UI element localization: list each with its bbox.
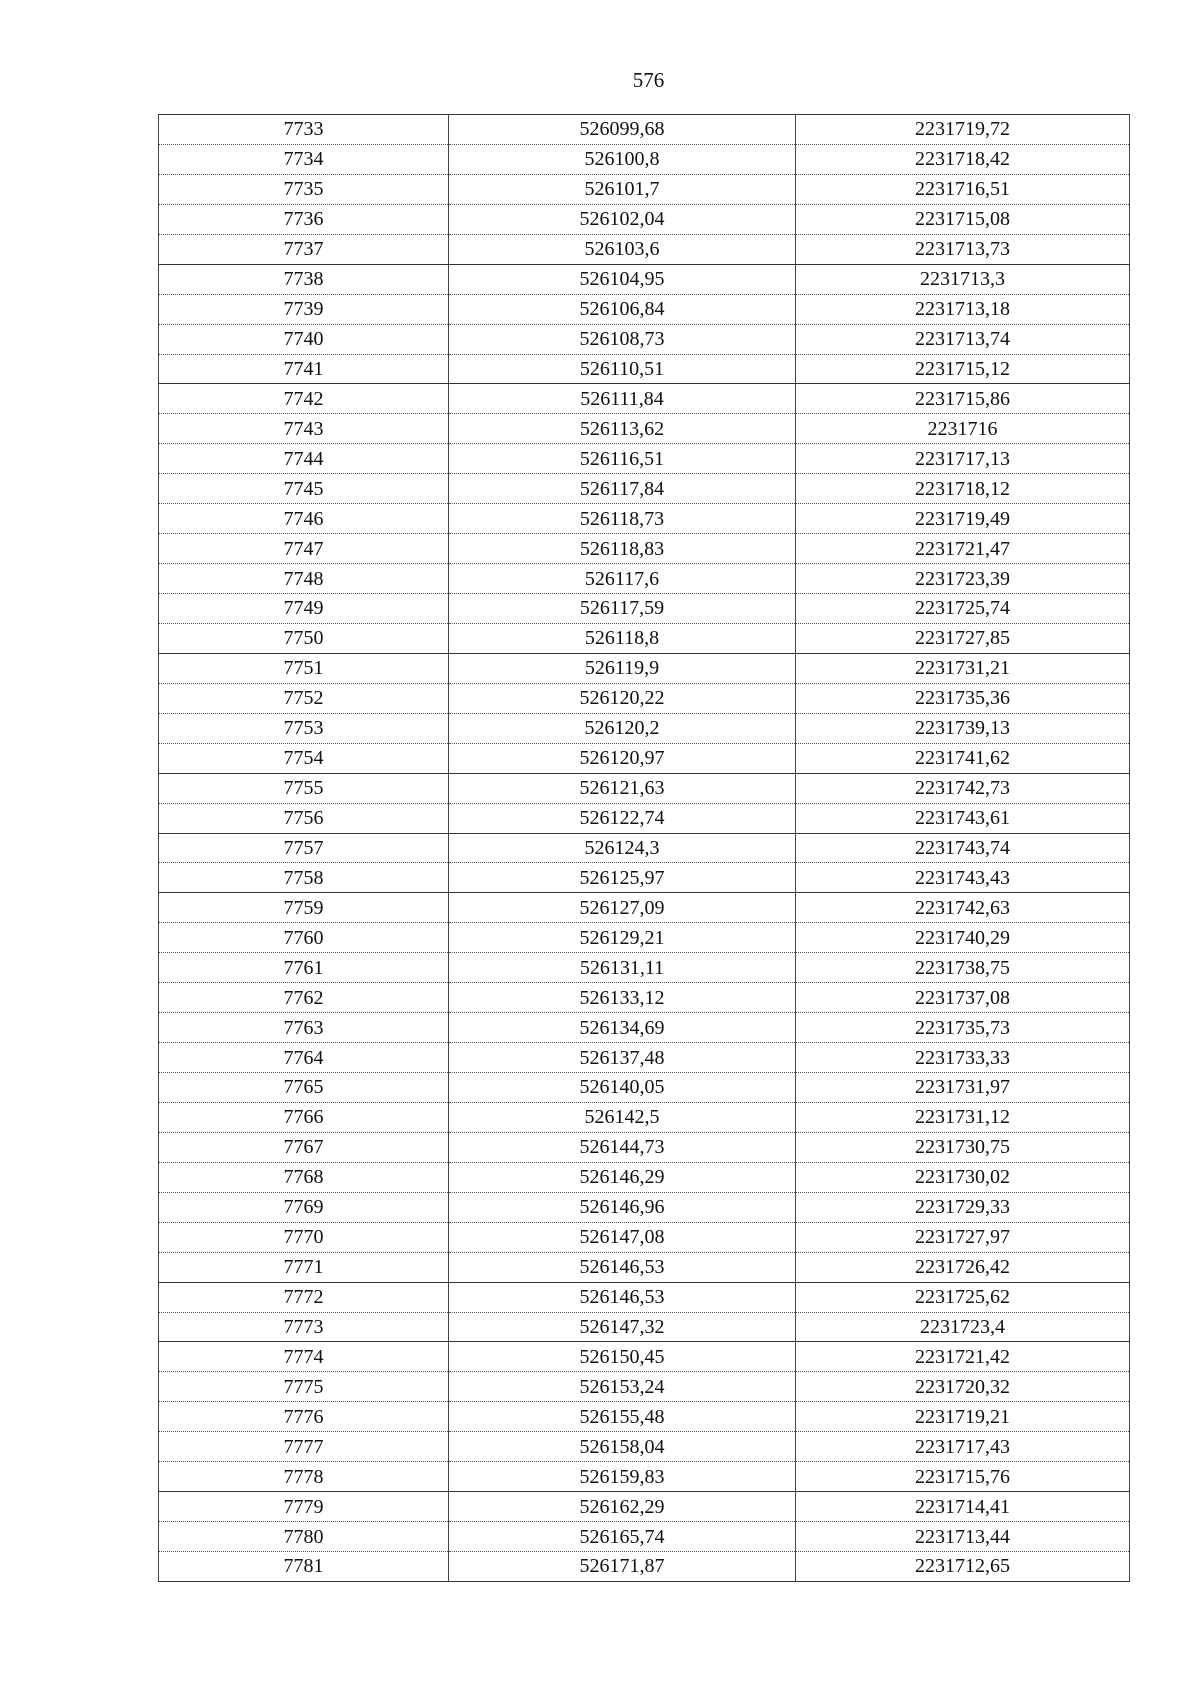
table-row bbox=[159, 683, 1130, 713]
x-coordinate-cell: 526146,53 bbox=[449, 1252, 796, 1282]
x-coordinate-cell: 526110,51 bbox=[449, 354, 796, 384]
point-number-cell: 7776 bbox=[159, 1402, 449, 1432]
y-coordinate-cell: 2231741,62 bbox=[796, 743, 1130, 773]
y-coordinate-cell: 2231743,43 bbox=[796, 863, 1130, 893]
y-coordinate-cell: 2231720,32 bbox=[796, 1372, 1130, 1402]
table-row bbox=[159, 953, 1130, 983]
y-coordinate-cell: 2231719,21 bbox=[796, 1402, 1130, 1432]
y-coordinate-cell: 2231713,73 bbox=[796, 234, 1130, 264]
x-coordinate-cell: 526120,97 bbox=[449, 743, 796, 773]
table-row bbox=[159, 743, 1130, 773]
coordinates-table bbox=[158, 114, 1130, 1582]
point-number-cell: 7760 bbox=[159, 923, 449, 953]
x-coordinate-cell: 526127,09 bbox=[449, 893, 796, 923]
x-coordinate-cell: 526111,84 bbox=[449, 384, 796, 414]
point-number-cell: 7733 bbox=[159, 115, 449, 145]
table-row bbox=[159, 234, 1130, 264]
y-coordinate-cell: 2231725,74 bbox=[796, 594, 1130, 624]
x-coordinate-cell: 526122,74 bbox=[449, 803, 796, 833]
point-number-cell: 7734 bbox=[159, 144, 449, 174]
x-coordinate-cell: 526118,83 bbox=[449, 534, 796, 564]
y-coordinate-cell: 2231735,36 bbox=[796, 683, 1130, 713]
x-coordinate-cell: 526106,84 bbox=[449, 294, 796, 324]
point-number-cell: 7769 bbox=[159, 1192, 449, 1222]
x-coordinate-cell: 526146,96 bbox=[449, 1192, 796, 1222]
point-number-cell: 7741 bbox=[159, 354, 449, 384]
table-row bbox=[159, 1043, 1130, 1073]
x-coordinate-cell: 526117,84 bbox=[449, 474, 796, 504]
y-coordinate-cell: 2231731,12 bbox=[796, 1102, 1130, 1132]
point-number-cell: 7739 bbox=[159, 294, 449, 324]
x-coordinate-cell: 526144,73 bbox=[449, 1132, 796, 1162]
table-row bbox=[159, 354, 1130, 384]
point-number-cell: 7752 bbox=[159, 683, 449, 713]
x-coordinate-cell: 526142,5 bbox=[449, 1102, 796, 1132]
table-row bbox=[159, 1402, 1130, 1432]
x-coordinate-cell: 526155,48 bbox=[449, 1402, 796, 1432]
point-number-cell: 7780 bbox=[159, 1522, 449, 1552]
y-coordinate-cell: 2231718,42 bbox=[796, 144, 1130, 174]
point-number-cell: 7761 bbox=[159, 953, 449, 983]
point-number-cell: 7764 bbox=[159, 1043, 449, 1073]
table-row bbox=[159, 983, 1130, 1013]
point-number-cell: 7777 bbox=[159, 1432, 449, 1462]
x-coordinate-cell: 526108,73 bbox=[449, 324, 796, 354]
y-coordinate-cell: 2231716,51 bbox=[796, 174, 1130, 204]
table-row bbox=[159, 713, 1130, 743]
y-coordinate-cell: 2231717,43 bbox=[796, 1432, 1130, 1462]
table-row bbox=[159, 1132, 1130, 1162]
y-coordinate-cell: 2231726,42 bbox=[796, 1252, 1130, 1282]
table-row bbox=[159, 893, 1130, 923]
point-number-cell: 7767 bbox=[159, 1132, 449, 1162]
table-row bbox=[159, 564, 1130, 594]
y-coordinate-cell: 2231715,76 bbox=[796, 1462, 1130, 1492]
table-row bbox=[159, 803, 1130, 833]
table-row bbox=[159, 1492, 1130, 1522]
point-number-cell: 7750 bbox=[159, 623, 449, 653]
y-coordinate-cell: 2231719,49 bbox=[796, 504, 1130, 534]
coordinates-table-body bbox=[159, 115, 1130, 1582]
table-row bbox=[159, 1162, 1130, 1192]
table-row bbox=[159, 324, 1130, 354]
point-number-cell: 7742 bbox=[159, 384, 449, 414]
y-coordinate-cell: 2231723,4 bbox=[796, 1312, 1130, 1342]
table-row bbox=[159, 414, 1130, 444]
x-coordinate-cell: 526117,59 bbox=[449, 594, 796, 624]
y-coordinate-cell: 2231713,18 bbox=[796, 294, 1130, 324]
table-row bbox=[159, 1282, 1130, 1312]
y-coordinate-cell: 2231727,97 bbox=[796, 1222, 1130, 1252]
table-row bbox=[159, 264, 1130, 294]
x-coordinate-cell: 526131,11 bbox=[449, 953, 796, 983]
y-coordinate-cell: 2231716 bbox=[796, 414, 1130, 444]
point-number-cell: 7771 bbox=[159, 1252, 449, 1282]
y-coordinate-cell: 2231729,33 bbox=[796, 1192, 1130, 1222]
y-coordinate-cell: 2231727,85 bbox=[796, 623, 1130, 653]
x-coordinate-cell: 526121,63 bbox=[449, 773, 796, 803]
x-coordinate-cell: 526147,08 bbox=[449, 1222, 796, 1252]
x-coordinate-cell: 526100,8 bbox=[449, 144, 796, 174]
y-coordinate-cell: 2231731,97 bbox=[796, 1073, 1130, 1103]
table-row bbox=[159, 1252, 1130, 1282]
table-row bbox=[159, 444, 1130, 474]
x-coordinate-cell: 526104,95 bbox=[449, 264, 796, 294]
x-coordinate-cell: 526146,53 bbox=[449, 1282, 796, 1312]
point-number-cell: 7759 bbox=[159, 893, 449, 923]
y-coordinate-cell: 2231719,72 bbox=[796, 115, 1130, 145]
point-number-cell: 7738 bbox=[159, 264, 449, 294]
point-number-cell: 7754 bbox=[159, 743, 449, 773]
point-number-cell: 7763 bbox=[159, 1013, 449, 1043]
y-coordinate-cell: 2231730,02 bbox=[796, 1162, 1130, 1192]
table-row bbox=[159, 1462, 1130, 1492]
x-coordinate-cell: 526118,73 bbox=[449, 504, 796, 534]
y-coordinate-cell: 2231731,21 bbox=[796, 653, 1130, 683]
point-number-cell: 7779 bbox=[159, 1492, 449, 1522]
y-coordinate-cell: 2231743,74 bbox=[796, 833, 1130, 863]
point-number-cell: 7747 bbox=[159, 534, 449, 564]
x-coordinate-cell: 526125,97 bbox=[449, 863, 796, 893]
x-coordinate-cell: 526147,32 bbox=[449, 1312, 796, 1342]
y-coordinate-cell: 2231723,39 bbox=[796, 564, 1130, 594]
x-coordinate-cell: 526113,62 bbox=[449, 414, 796, 444]
point-number-cell: 7757 bbox=[159, 833, 449, 863]
point-number-cell: 7749 bbox=[159, 594, 449, 624]
table-row bbox=[159, 594, 1130, 624]
y-coordinate-cell: 2231715,12 bbox=[796, 354, 1130, 384]
y-coordinate-cell: 2231738,75 bbox=[796, 953, 1130, 983]
y-coordinate-cell: 2231740,29 bbox=[796, 923, 1130, 953]
x-coordinate-cell: 526146,29 bbox=[449, 1162, 796, 1192]
table-row bbox=[159, 1073, 1130, 1103]
page-number: 576 bbox=[632, 68, 665, 92]
x-coordinate-cell: 526134,69 bbox=[449, 1013, 796, 1043]
x-coordinate-cell: 526140,05 bbox=[449, 1073, 796, 1103]
point-number-cell: 7740 bbox=[159, 324, 449, 354]
table-row bbox=[159, 1342, 1130, 1372]
y-coordinate-cell: 2231715,86 bbox=[796, 384, 1130, 414]
x-coordinate-cell: 526165,74 bbox=[449, 1522, 796, 1552]
y-coordinate-cell: 2231721,42 bbox=[796, 1342, 1130, 1372]
point-number-cell: 7775 bbox=[159, 1372, 449, 1402]
table-row bbox=[159, 204, 1130, 234]
x-coordinate-cell: 526103,6 bbox=[449, 234, 796, 264]
point-number-cell: 7755 bbox=[159, 773, 449, 803]
x-coordinate-cell: 526119,9 bbox=[449, 653, 796, 683]
y-coordinate-cell: 2231717,13 bbox=[796, 444, 1130, 474]
table-row bbox=[159, 1552, 1130, 1582]
x-coordinate-cell: 526159,83 bbox=[449, 1462, 796, 1492]
point-number-cell: 7758 bbox=[159, 863, 449, 893]
x-coordinate-cell: 526171,87 bbox=[449, 1552, 796, 1582]
point-number-cell: 7736 bbox=[159, 204, 449, 234]
x-coordinate-cell: 526124,3 bbox=[449, 833, 796, 863]
table-row bbox=[159, 863, 1130, 893]
table-row bbox=[159, 1432, 1130, 1462]
y-coordinate-cell: 2231712,65 bbox=[796, 1552, 1130, 1582]
x-coordinate-cell: 526129,21 bbox=[449, 923, 796, 953]
table-row bbox=[159, 773, 1130, 803]
y-coordinate-cell: 2231742,73 bbox=[796, 773, 1130, 803]
x-coordinate-cell: 526133,12 bbox=[449, 983, 796, 1013]
x-coordinate-cell: 526120,22 bbox=[449, 683, 796, 713]
point-number-cell: 7737 bbox=[159, 234, 449, 264]
point-number-cell: 7743 bbox=[159, 414, 449, 444]
point-number-cell: 7770 bbox=[159, 1222, 449, 1252]
x-coordinate-cell: 526118,8 bbox=[449, 623, 796, 653]
point-number-cell: 7774 bbox=[159, 1342, 449, 1372]
point-number-cell: 7765 bbox=[159, 1073, 449, 1103]
x-coordinate-cell: 526150,45 bbox=[449, 1342, 796, 1372]
point-number-cell: 7744 bbox=[159, 444, 449, 474]
point-number-cell: 7746 bbox=[159, 504, 449, 534]
table-row bbox=[159, 1013, 1130, 1043]
x-coordinate-cell: 526158,04 bbox=[449, 1432, 796, 1462]
x-coordinate-cell: 526101,7 bbox=[449, 174, 796, 204]
point-number-cell: 7772 bbox=[159, 1282, 449, 1312]
table-row bbox=[159, 1102, 1130, 1132]
table-row bbox=[159, 833, 1130, 863]
table-row bbox=[159, 653, 1130, 683]
y-coordinate-cell: 2231718,12 bbox=[796, 474, 1130, 504]
table-row bbox=[159, 623, 1130, 653]
point-number-cell: 7768 bbox=[159, 1162, 449, 1192]
table-row bbox=[159, 474, 1130, 504]
x-coordinate-cell: 526117,6 bbox=[449, 564, 796, 594]
y-coordinate-cell: 2231737,08 bbox=[796, 983, 1130, 1013]
y-coordinate-cell: 2231735,73 bbox=[796, 1013, 1130, 1043]
y-coordinate-cell: 2231733,33 bbox=[796, 1043, 1130, 1073]
point-number-cell: 7773 bbox=[159, 1312, 449, 1342]
table-row bbox=[159, 923, 1130, 953]
y-coordinate-cell: 2231742,63 bbox=[796, 893, 1130, 923]
table-row bbox=[159, 1372, 1130, 1402]
point-number-cell: 7753 bbox=[159, 713, 449, 743]
table-row bbox=[159, 174, 1130, 204]
y-coordinate-cell: 2231714,41 bbox=[796, 1492, 1130, 1522]
y-coordinate-cell: 2231739,13 bbox=[796, 713, 1130, 743]
y-coordinate-cell: 2231713,3 bbox=[796, 264, 1130, 294]
x-coordinate-cell: 526153,24 bbox=[449, 1372, 796, 1402]
table-row bbox=[159, 1222, 1130, 1252]
x-coordinate-cell: 526116,51 bbox=[449, 444, 796, 474]
x-coordinate-cell: 526102,04 bbox=[449, 204, 796, 234]
table-row bbox=[159, 504, 1130, 534]
x-coordinate-cell: 526099,68 bbox=[449, 115, 796, 145]
table-row bbox=[159, 144, 1130, 174]
point-number-cell: 7766 bbox=[159, 1102, 449, 1132]
point-number-cell: 7762 bbox=[159, 983, 449, 1013]
x-coordinate-cell: 526137,48 bbox=[449, 1043, 796, 1073]
point-number-cell: 7745 bbox=[159, 474, 449, 504]
y-coordinate-cell: 2231743,61 bbox=[796, 803, 1130, 833]
y-coordinate-cell: 2231730,75 bbox=[796, 1132, 1130, 1162]
y-coordinate-cell: 2231715,08 bbox=[796, 204, 1130, 234]
point-number-cell: 7778 bbox=[159, 1462, 449, 1492]
table-row bbox=[159, 534, 1130, 564]
x-coordinate-cell: 526162,29 bbox=[449, 1492, 796, 1522]
table-row bbox=[159, 1312, 1130, 1342]
point-number-cell: 7781 bbox=[159, 1552, 449, 1582]
table-row bbox=[159, 115, 1130, 145]
y-coordinate-cell: 2231713,44 bbox=[796, 1522, 1130, 1552]
y-coordinate-cell: 2231713,74 bbox=[796, 324, 1130, 354]
point-number-cell: 7751 bbox=[159, 653, 449, 683]
table-row bbox=[159, 1522, 1130, 1552]
y-coordinate-cell: 2231725,62 bbox=[796, 1282, 1130, 1312]
table-row bbox=[159, 1192, 1130, 1222]
y-coordinate-cell: 2231721,47 bbox=[796, 534, 1130, 564]
point-number-cell: 7748 bbox=[159, 564, 449, 594]
point-number-cell: 7735 bbox=[159, 174, 449, 204]
point-number-cell: 7756 bbox=[159, 803, 449, 833]
table-row bbox=[159, 294, 1130, 324]
table-row bbox=[159, 384, 1130, 414]
x-coordinate-cell: 526120,2 bbox=[449, 713, 796, 743]
